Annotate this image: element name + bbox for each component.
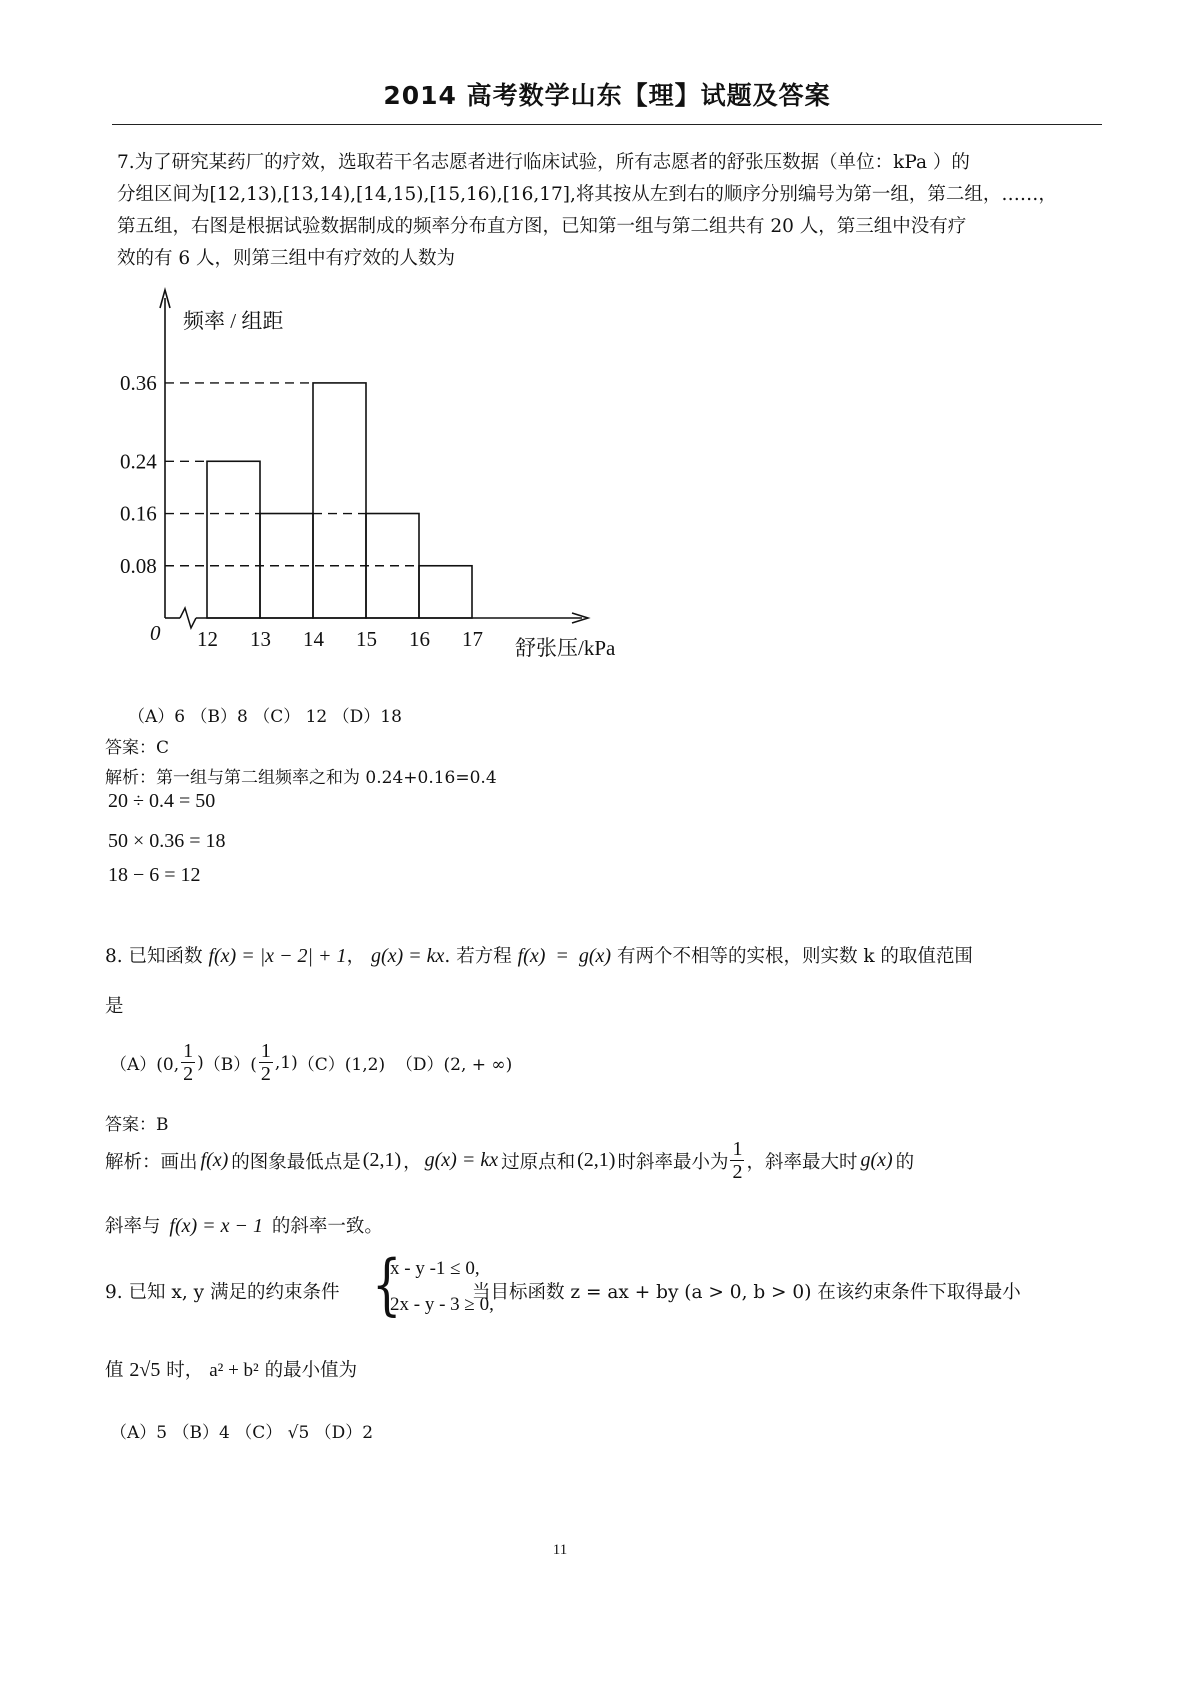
question-7-line-3: 第五组，右图是根据试验数据制成的频率分布直方图，已知第一组与第二组共有 20 人，第三组中没有疗 [117, 216, 967, 237]
y-tick-label: 0.24 [120, 449, 157, 474]
question-8-options [110, 1040, 512, 1085]
question-9-text: 时， [166, 1360, 204, 1381]
question-8-answer: 答案：B [105, 1115, 169, 1135]
histogram-guides [165, 383, 419, 566]
fraction-one-half: $\frac{1}{2}$ [183, 1040, 194, 1085]
function-g-definition: g(x) = kx [424, 1149, 499, 1171]
fraction-one-half: $\frac{1}{2}$ [732, 1138, 743, 1183]
analysis-text: 的图象最低点是 [231, 1151, 361, 1173]
constraint-2: 2x - y - 3 ≥ 0, [390, 1294, 494, 1315]
question-8-analysis-line-1 [105, 1138, 914, 1183]
x-tick-label: 13 [250, 627, 271, 651]
histogram-axes [160, 290, 588, 628]
question-9-text: 值 [105, 1360, 124, 1381]
equation: f(x) = g(x) [517, 945, 612, 967]
question-7-line-2: 分组区间为[12,13),[13,14),[14,15),[15,16),[16,17],将其按从左到右的顺序分别编号为第一组，第二组，……， [117, 184, 1057, 205]
x-tick-label: 15 [356, 627, 377, 651]
analysis-text: 解析：画出 [105, 1151, 198, 1173]
frequency-histogram [0, 0, 1200, 700]
y-axis-label: 频率 / 组距 [183, 309, 284, 333]
question-7-line-4: 效的有 6 人，则第三组中有疗效的人数为 [117, 248, 456, 269]
x-tick-label: 12 [197, 627, 218, 651]
separator: ， [346, 946, 366, 967]
option-b-suffix: ,1) [274, 1052, 298, 1073]
analysis-text: ，斜率最大时 [746, 1151, 858, 1173]
function-f-definition: f(x) = |x − 2| + 1 [208, 945, 347, 967]
brace-icon: { [372, 1246, 402, 1323]
analysis-text: 过原点和 [501, 1151, 576, 1173]
page-title: 2014 高考数学山东【理】试题及答案 [383, 81, 831, 110]
question-7-analysis: 解析：第一组与第二组频率之和为 0.24+0.16=0.4 [105, 768, 497, 788]
histogram-bar [207, 461, 260, 618]
question-9-mid: 当目标函数 z = ax + by (a > 0, b > 0) 在该约束条件下取得最小 [472, 1282, 1021, 1303]
histogram-bar [313, 383, 366, 618]
x-tick-label: 17 [462, 627, 483, 651]
question-8-prefix: 8. 已知函数 [105, 946, 203, 967]
question-8-suffix: 有两个不相等的实根，则实数 k 的取值范围 [616, 946, 973, 967]
origin-label: 0 [150, 621, 161, 645]
question-8-analysis-line-2 [105, 1212, 383, 1238]
histogram-bars [207, 383, 472, 618]
point: (2,1) [577, 1149, 616, 1171]
y-tick-label: 0.16 [120, 501, 157, 526]
analysis-text: 的斜率一致。 [271, 1216, 383, 1237]
target-expression: a² + b² [209, 1360, 259, 1381]
y-tick-label: 0.36 [120, 370, 157, 395]
function-f: f(x) [200, 1149, 229, 1171]
question-9-options: （A）5 （B）4 （C） √5 （D）2 [110, 1423, 374, 1443]
question-8-mid: 若方程 [456, 946, 512, 967]
question-7-answer: 答案：C [105, 738, 170, 758]
function-g: g(x) [860, 1149, 893, 1171]
option-c-d: （C）(1,2) （D）(2, + ∞) [297, 1055, 513, 1075]
function-g-definition: g(x) = kx [370, 945, 445, 967]
question-9-text: 的最小值为 [264, 1360, 358, 1381]
x-tick-label: 14 [303, 627, 324, 651]
constraint-1: x - y -1 ≤ 0, [390, 1258, 480, 1279]
fraction-one-half: $\frac{1}{2}$ [260, 1040, 271, 1085]
page-number: 11 [552, 1542, 568, 1558]
question-8-line-2: 是 [105, 996, 124, 1017]
question-7-line-1: 7.为了研究某药厂的疗效，选取若干名志愿者进行临床试验，所有志愿者的舒张压数据（单位：kPa ）的 [117, 152, 970, 173]
function-f-linear: f(x) = x − 1 [169, 1215, 264, 1237]
min-value: 2√5 [129, 1359, 161, 1381]
analysis-text: 时斜率最小为 [617, 1151, 729, 1173]
option-a-suffix: ) [197, 1052, 204, 1073]
analysis-text: 的 [895, 1151, 915, 1173]
point: (2,1) [362, 1149, 402, 1171]
question-8-line-1 [105, 942, 973, 968]
axis-break-icon [180, 608, 196, 628]
option-b-prefix: （B）( [203, 1055, 257, 1075]
question-7-options: （A）6 （B）8 （C） 12 （D）18 [128, 707, 402, 727]
calc-step-1: 20 ÷ 0.4 = 50 [108, 790, 216, 812]
y-tick-label: 0.08 [120, 553, 157, 578]
question-9-prefix: 9. 已知 x, y 满足的约束条件 [105, 1282, 340, 1303]
x-axis-label: 舒张压/kPa [515, 636, 616, 660]
separator: . [444, 946, 451, 967]
calc-step-3: 18 − 6 = 12 [108, 864, 201, 886]
option-a-prefix: （A）(0, [110, 1055, 180, 1075]
question-9-line-2 [105, 1356, 357, 1382]
analysis-text: ， [403, 1151, 422, 1173]
calc-step-2: 50 × 0.36 = 18 [108, 830, 226, 852]
x-tick-label: 16 [409, 627, 430, 651]
histogram-labels [120, 309, 616, 660]
histogram-bar [419, 566, 472, 618]
analysis-text: 斜率与 [105, 1216, 161, 1237]
